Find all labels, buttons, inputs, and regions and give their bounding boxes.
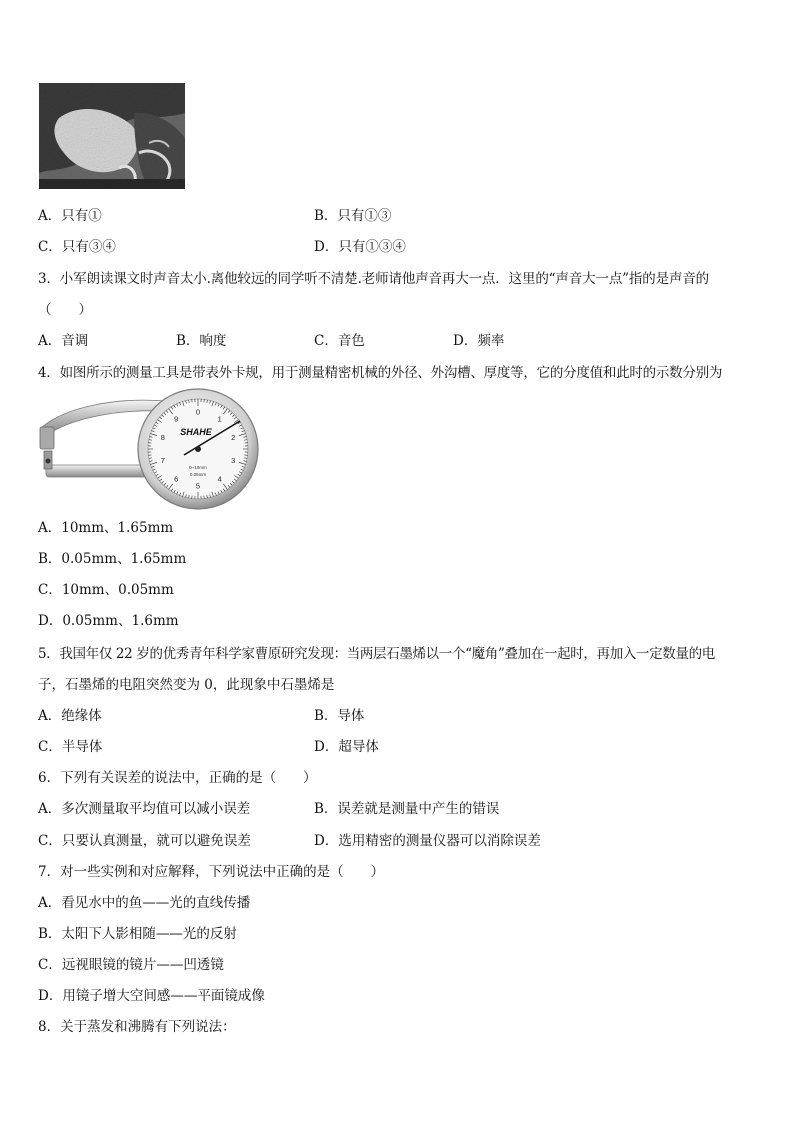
- dial-number: 9: [174, 414, 179, 424]
- caliper-jaw-upper: [40, 427, 54, 449]
- q5-stem-line1: 5．我国年仅 22 岁的优秀青年科学家曹原研究发现：当两层石墨烯以一个“魔角”叠加在一起时，再加入一定数量的电: [38, 646, 715, 662]
- q2-option-b[interactable]: B．只有①③: [314, 208, 392, 224]
- q4-option-c[interactable]: C．10mm、0.05mm: [38, 582, 174, 598]
- dial-number: 1: [217, 414, 222, 424]
- dial-number: 0: [195, 407, 201, 417]
- dial-brand: SHAHE: [180, 427, 212, 437]
- q6-option-c[interactable]: C．只要认真测量，就可以避免误差: [38, 833, 251, 849]
- question-photo: [39, 83, 185, 189]
- q6-stem: 6．下列有关误差的说法中，正确的是（ ）: [38, 770, 317, 786]
- dial-number: 4: [217, 474, 222, 484]
- dial-caliper-figure: [36, 387, 266, 512]
- q4-option-a[interactable]: A．10mm、1.65mm: [38, 520, 174, 536]
- dial-resolution: 0.05mm: [189, 472, 207, 477]
- q7-stem: 7．对一些实例和对应解释，下列说法中正确的是（ ）: [38, 864, 385, 880]
- dial-number: 7: [160, 456, 165, 466]
- dial-number: 5: [195, 481, 201, 491]
- q3-paren: （ ）: [38, 302, 92, 318]
- dial-number: 2: [231, 433, 236, 443]
- q6-option-a[interactable]: A．多次测量取平均值可以减小误差: [38, 801, 251, 817]
- dial-number: 6: [174, 474, 179, 484]
- dial-range: 0~10mm: [189, 465, 207, 470]
- q7-option-d[interactable]: D．用镜子增大空间感——平面镜成像: [38, 988, 265, 1004]
- q8-stem: 8．关于蒸发和沸腾有下列说法：: [38, 1019, 236, 1035]
- caliper-contact-point: [46, 459, 51, 464]
- q7-option-b[interactable]: B．太阳下人影相随——光的反射: [38, 926, 237, 942]
- q5-option-a[interactable]: A．绝缘体: [38, 708, 102, 724]
- q7-option-a[interactable]: A．看见水中的鱼——光的直线传播: [38, 895, 251, 911]
- q5-option-b[interactable]: B．导体: [314, 708, 365, 724]
- q2-option-d[interactable]: D．只有①③④: [314, 239, 406, 255]
- q4-stem: 4．如图所示的测量工具是带表外卡规，用于测量精密机械的外径、外沟槽、厚度等，它的分度值和此时的示数分别为: [38, 365, 723, 381]
- dial-hub: [195, 446, 201, 452]
- q3-option-c[interactable]: C．音色: [314, 333, 365, 349]
- q6-option-b[interactable]: B．误差就是测量中产生的错误: [314, 801, 500, 817]
- q3-option-d[interactable]: D．频率: [453, 333, 505, 349]
- q4-option-b[interactable]: B．0.05mm、1.65mm: [38, 551, 187, 567]
- q5-stem-line2: 子，石墨烯的电阻突然变为 0，此现象中石墨烯是: [38, 677, 335, 693]
- dial-number: 3: [231, 456, 236, 466]
- q2-option-a[interactable]: A．只有①: [38, 208, 102, 224]
- q5-option-d[interactable]: D．超导体: [314, 739, 379, 755]
- q3-option-b[interactable]: B．响度: [176, 333, 227, 349]
- q5-option-c[interactable]: C．半导体: [38, 739, 103, 755]
- q3-option-a[interactable]: A．音调: [38, 333, 89, 349]
- q3-stem: 3．小军朗读课文时声音太小.离他较远的同学听不清楚.老师请他声音再大一点．这里的“声音大一点”指的是声音的: [38, 271, 710, 287]
- dial-number: 8: [160, 433, 165, 443]
- q6-option-d[interactable]: D．选用精密的测量仪器可以消除误差: [314, 833, 541, 849]
- q2-option-c[interactable]: C．只有③④: [38, 239, 116, 255]
- q7-option-c[interactable]: C．远视眼镜的镜片——凹透镜: [38, 957, 224, 973]
- q4-option-d[interactable]: D．0.05mm、1.6mm: [38, 613, 179, 629]
